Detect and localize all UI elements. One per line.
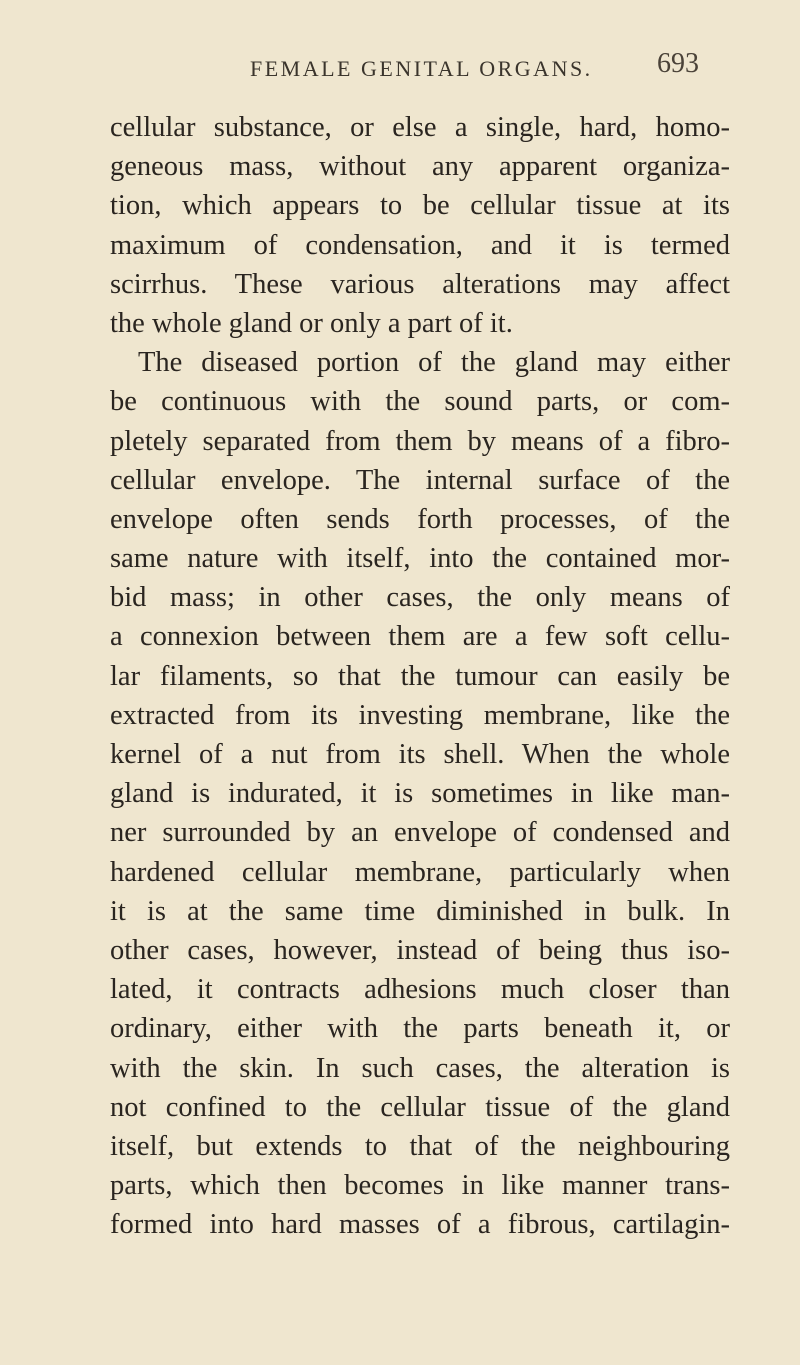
text-line: be continuous with the sound parts, or com- xyxy=(110,386,730,418)
text-line: envelope often sends forth processes, of the xyxy=(110,503,730,535)
page-number: 693 xyxy=(657,48,699,79)
text-line: a connexion between them are a few soft cellu- xyxy=(110,621,730,653)
text-line: other cases, however, instead of being thus iso- xyxy=(110,934,730,966)
text-line: extracted from its investing membrane, like the xyxy=(110,699,730,731)
running-title: FEMALE GENITAL ORGANS. xyxy=(250,56,593,81)
text-line: parts, which then becomes in like manner trans- xyxy=(110,1170,730,1202)
text-line: the whole gland or only a part of it. xyxy=(110,307,513,339)
text-line: The diseased portion of the gland may either xyxy=(138,347,730,379)
running-head xyxy=(0,48,800,86)
text-line: pletely separated from them by means of a fibro- xyxy=(110,425,730,457)
text-line: cellular substance, or else a single, hard, homo- xyxy=(110,112,730,143)
text-line: lar filaments, so that the tumour can easily be xyxy=(110,660,730,692)
text-line: lated, it contracts adhesions much closer than xyxy=(110,974,730,1006)
text-line: with the skin. In such cases, the alteration is xyxy=(110,1052,730,1084)
text-line: not confined to the cellular tissue of the gland xyxy=(110,1091,730,1123)
text-line: cellular envelope. The internal surface of the xyxy=(110,464,730,496)
body-text xyxy=(110,108,730,1244)
text-line: scirrhus. These various alterations may affect xyxy=(110,268,730,300)
text-line: geneous mass, without any apparent organiza- xyxy=(110,151,730,183)
text-line: it is at the same time diminished in bulk. In xyxy=(110,895,730,927)
text-line: tion, which appears to be cellular tissue at its xyxy=(110,190,730,222)
text-line: itself, but extends to that of the neighbouring xyxy=(110,1130,730,1162)
text-line: ordinary, either with the parts beneath it, or xyxy=(110,1013,730,1045)
text-line: hardened cellular membrane, particularly when xyxy=(110,856,730,888)
text-line: maximum of condensation, and it is termed xyxy=(110,229,730,261)
text-line: ner surrounded by an envelope of condensed and xyxy=(110,817,730,849)
text-line: formed into hard masses of a fibrous, cartilagin- xyxy=(110,1209,730,1241)
text-line: kernel of a nut from its shell. When the whole xyxy=(110,739,730,770)
text-line: gland is indurated, it is sometimes in like man- xyxy=(110,778,730,810)
text-line: bid mass; in other cases, the only means of xyxy=(110,582,730,614)
text-line: same nature with itself, into the contained mor- xyxy=(110,543,730,575)
